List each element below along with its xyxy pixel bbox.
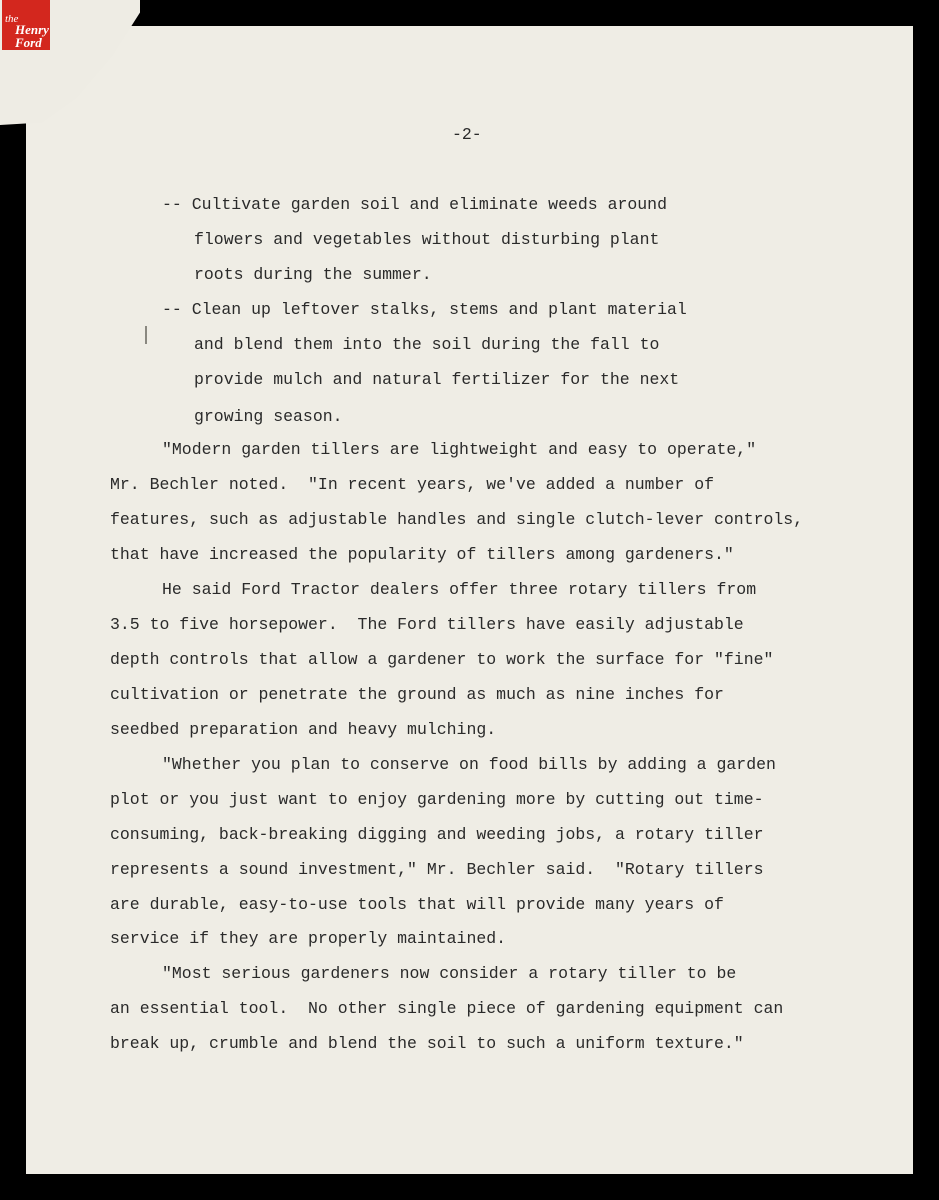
bullet-line: -- Clean up leftover stalks, stems and plant material <box>162 300 687 319</box>
bullet-line: growing season. <box>194 407 343 426</box>
paragraph-line: 3.5 to five horsepower. The Ford tillers have easily adjustable <box>110 615 744 634</box>
paragraph-line: that have increased the popularity of tillers among gardeners." <box>110 545 734 564</box>
paragraph-line: an essential tool. No other single piece of gardening equipment can <box>110 999 784 1018</box>
paragraph-line: are durable, easy-to-use tools that will provide many years of <box>110 895 724 914</box>
bullet-line: -- Cultivate garden soil and eliminate weeds around <box>162 195 667 214</box>
paragraph-line: represents a sound investment," Mr. Bechler said. "Rotary tillers <box>110 860 764 879</box>
logo-henry-text: Henry <box>15 22 49 37</box>
bullet-line: roots during the summer. <box>194 265 432 284</box>
paragraph-line: plot or you just want to enjoy gardening more by cutting out time- <box>110 790 764 809</box>
logo-ford-text: Ford <box>15 35 42 50</box>
page-number: -2- <box>452 125 482 144</box>
margin-mark <box>145 326 147 344</box>
henry-ford-logo <box>2 0 50 50</box>
logo-the-text: the <box>5 13 19 25</box>
paragraph-line: "Most serious gardeners now consider a rotary tiller to be <box>162 964 737 983</box>
paragraph-line: features, such as adjustable handles and single clutch-lever controls, <box>110 510 804 529</box>
paragraph-line: "Whether you plan to conserve on food bills by adding a garden <box>162 755 776 774</box>
paragraph-line: Mr. Bechler noted. "In recent years, we've added a number of <box>110 475 714 494</box>
bullet-line: provide mulch and natural fertilizer for the next <box>194 370 680 389</box>
paragraph-line: depth controls that allow a gardener to work the surface for "fine" <box>110 650 774 669</box>
paragraph-line: He said Ford Tractor dealers offer three rotary tillers from <box>162 580 757 599</box>
bullet-line: and blend them into the soil during the fall to <box>194 335 660 354</box>
bullet-line: flowers and vegetables without disturbing plant <box>194 230 660 249</box>
paragraph-line: break up, crumble and blend the soil to such a uniform texture." <box>110 1034 744 1053</box>
paragraph-line: "Modern garden tillers are lightweight and easy to operate," <box>162 440 757 459</box>
paragraph-line: consuming, back-breaking digging and weeding jobs, a rotary tiller <box>110 825 764 844</box>
paragraph-line: service if they are properly maintained. <box>110 929 507 948</box>
paragraph-line: seedbed preparation and heavy mulching. <box>110 720 497 739</box>
paragraph-line: cultivation or penetrate the ground as much as nine inches for <box>110 685 724 704</box>
